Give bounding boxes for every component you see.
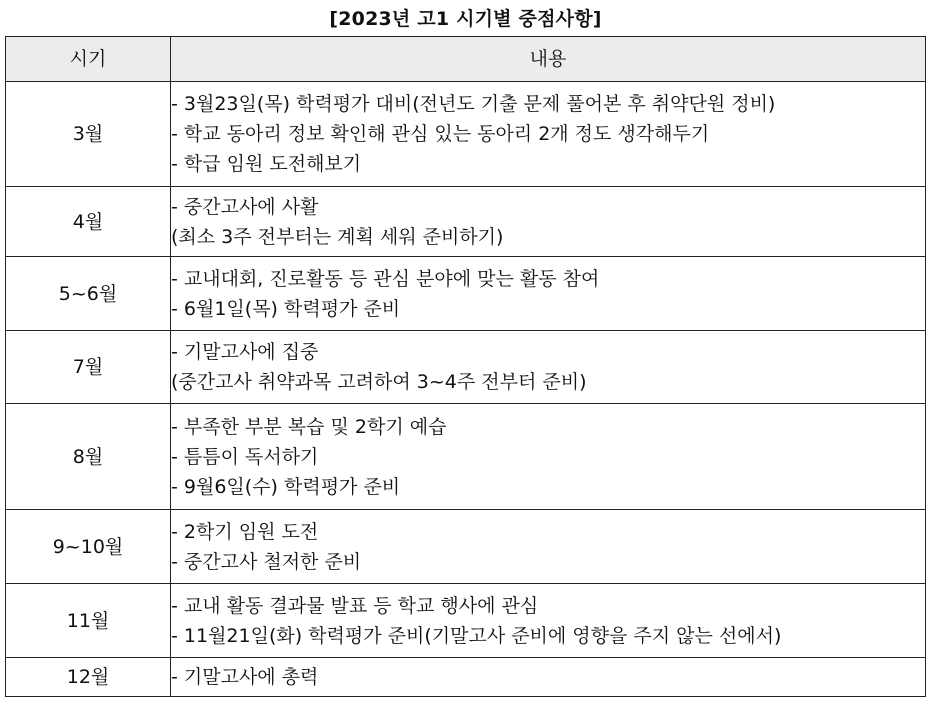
document-title: [2023년 고1 시기별 중점사항] <box>329 8 602 30</box>
table-row <box>6 584 926 658</box>
content-line: - 3월23일(목) 학력평가 대비(전년도 기출 문제 풀어본 후 취약단원 정비) <box>171 93 776 115</box>
content-line: - 9월6일(수) 학력평가 준비 <box>171 475 401 498</box>
content-line: - 학교 동아리 정보 확인해 관심 있는 동아리 2개 정도 생각해두기 <box>171 123 710 145</box>
table-row <box>6 404 926 510</box>
content-line: (중간고사 취약과목 고려하여 3~4주 전부터 준비) <box>171 371 587 393</box>
content-line: - 11월21일(화) 학력평가 준비(기말고사 준비에 영향을 주지 않는 선에서) <box>171 624 782 647</box>
period-cell: 4월 <box>6 187 171 257</box>
period-cell: 12월 <box>6 658 171 697</box>
table-row <box>6 187 926 257</box>
content-line: - 2학기 임원 도전 <box>171 520 319 543</box>
table-row <box>6 257 926 331</box>
schedule-table <box>5 36 926 697</box>
content-line: - 교내대회, 진로활동 등 관심 분야에 맞는 활동 참여 <box>171 267 600 290</box>
content-line: (최소 3주 전부터는 계획 세워 준비하기) <box>171 225 504 248</box>
content-cell <box>171 82 926 187</box>
content-cell <box>171 187 926 257</box>
content-line: - 학급 임원 도전해보기 <box>171 153 362 175</box>
content-line: - 중간고사에 사활 <box>171 195 319 218</box>
header-period: 시기 <box>6 37 171 82</box>
content-cell <box>171 510 926 584</box>
content-line: - 기말고사에 집중 <box>171 341 319 363</box>
table-row <box>6 331 926 404</box>
period-cell: 8월 <box>6 404 171 510</box>
content-cell <box>171 257 926 331</box>
schedule-body <box>6 82 926 697</box>
header-content: 내용 <box>171 37 926 82</box>
content-line: - 중간고사 철저한 준비 <box>171 550 362 573</box>
period-cell: 3월 <box>6 82 171 187</box>
period-cell: 5~6월 <box>6 257 171 331</box>
period-cell: 7월 <box>6 331 171 404</box>
content-line: - 틈틈이 독서하기 <box>171 445 319 468</box>
period-cell: 11월 <box>6 584 171 658</box>
header-row <box>6 37 926 82</box>
table-row <box>6 658 926 697</box>
content-line: - 기말고사에 총력 <box>171 666 319 688</box>
content-cell <box>171 404 926 510</box>
table-row <box>6 82 926 187</box>
content-line: - 부족한 부분 복습 및 2학기 예습 <box>171 415 447 438</box>
period-cell: 9~10월 <box>6 510 171 584</box>
content-cell <box>171 331 926 404</box>
table-row <box>6 510 926 584</box>
content-cell <box>171 584 926 658</box>
content-line: - 6월1일(목) 학력평가 준비 <box>171 297 401 320</box>
content-line: - 교내 활동 결과물 발표 등 학교 행사에 관심 <box>171 594 539 617</box>
content-cell <box>171 658 926 697</box>
